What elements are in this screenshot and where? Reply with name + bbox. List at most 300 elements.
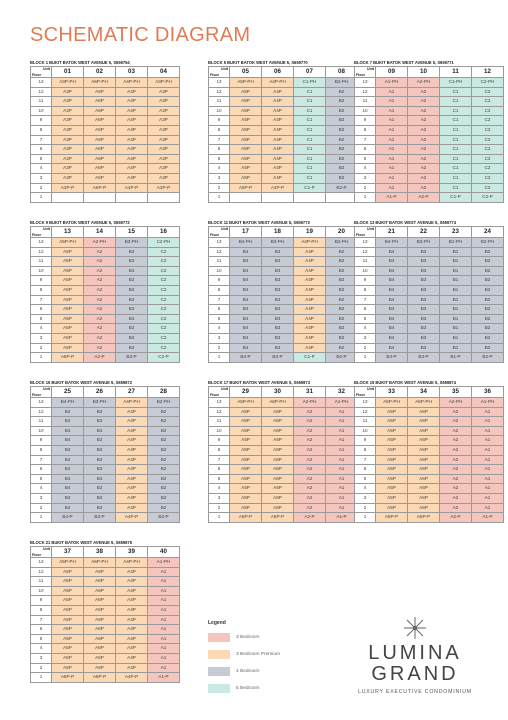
unit-cell: B4 — [376, 295, 408, 305]
corner-unit-label: Unit — [367, 227, 374, 231]
unit-cell: A5P — [230, 474, 262, 484]
unit-cell: C2 — [472, 145, 504, 155]
table-row — [355, 266, 504, 276]
unit-number-header: 08 — [326, 67, 358, 78]
unit-cell: A1-PH — [472, 398, 504, 408]
floor-number: 8 — [31, 285, 52, 295]
unit-cell: A1 — [148, 644, 180, 654]
unit-cell: A4P — [294, 333, 326, 343]
unit-cell: B4 — [52, 474, 84, 484]
unit-cell: A2 — [84, 247, 116, 257]
unit-cell: A2 — [84, 343, 116, 353]
unit-cell: B2-P — [472, 353, 504, 363]
unit-cell: A5P-PH — [230, 398, 262, 408]
unit-cell: A5P — [376, 407, 408, 417]
unit-cell: B3 — [84, 503, 116, 513]
floor-number: 12 — [355, 407, 376, 417]
unit-cell: A4P — [116, 426, 148, 436]
unit-cell: C2 — [472, 173, 504, 183]
unit-number-header: 24 — [472, 227, 504, 238]
unit-cell: A1 — [326, 465, 358, 475]
unit-cell: A2-PH — [408, 78, 440, 88]
unit-cell: A5P — [52, 596, 84, 606]
floor-number: 4 — [31, 644, 52, 654]
floor-number: 2 — [31, 503, 52, 513]
unit-cell: B2 — [326, 305, 358, 315]
unit-cell — [84, 193, 116, 203]
unit-cell: A2 — [84, 285, 116, 295]
unit-cell: A6P — [84, 164, 116, 174]
floor-number: 1 — [355, 193, 376, 203]
table-row — [355, 257, 504, 267]
unit-cell: B2 — [326, 154, 358, 164]
unit-cell: B4 — [52, 417, 84, 427]
floor-number: 8 — [209, 125, 230, 135]
unit-number-header: 20 — [326, 227, 358, 238]
table-row — [209, 343, 358, 353]
floor-number: 11 — [355, 257, 376, 267]
table-row — [31, 596, 180, 606]
unit-cell: A2 — [84, 295, 116, 305]
unit-cell: A2 — [408, 125, 440, 135]
unit-cell: B2 — [326, 295, 358, 305]
unit-cell: A4P — [116, 663, 148, 673]
unit-cell: A4P — [116, 87, 148, 97]
unit-cell: A4P — [262, 97, 294, 107]
unit-cell: A3P — [148, 173, 180, 183]
floor-number: 8 — [209, 285, 230, 295]
unit-number-header: 16 — [148, 227, 180, 238]
unit-cell: A2 — [440, 436, 472, 446]
unit-cell: C1-PH — [440, 78, 472, 88]
floor-number: 6 — [209, 145, 230, 155]
unit-cell: A5P — [52, 653, 84, 663]
unit-cell: C2 — [148, 295, 180, 305]
unit-cell: B3 — [262, 257, 294, 267]
unit-cell: A1 — [326, 436, 358, 446]
unit-cell: A4P — [262, 173, 294, 183]
floor-number: 11 — [31, 257, 52, 267]
floor-number: 7 — [31, 455, 52, 465]
unit-cell: A5P-PH — [230, 78, 262, 88]
floor-number: 6 — [355, 145, 376, 155]
unit-number-header: 19 — [294, 227, 326, 238]
block-7 — [208, 380, 358, 523]
unit-cell: C2-PH — [472, 78, 504, 88]
block-title: BLOCK 17 BUKIT BATOK WEST AVENUE 5, S659873 — [208, 380, 310, 385]
unit-number-header: 23 — [440, 227, 472, 238]
floor-number: 9 — [31, 596, 52, 606]
unit-cell: A2 — [84, 324, 116, 334]
floor-number: 13 — [355, 398, 376, 408]
unit-cell: B4-PH — [52, 398, 84, 408]
unit-cell: A1 — [148, 653, 180, 663]
unit-cell: C1 — [294, 116, 326, 126]
table-row — [31, 125, 180, 135]
unit-cell: C1-P — [294, 353, 326, 363]
unit-cell: A1 — [472, 503, 504, 513]
unit-cell: B2-P — [326, 183, 358, 193]
unit-cell: B4 — [376, 257, 408, 267]
unit-cell: A3P-P — [148, 183, 180, 193]
unit-cell: A2 — [408, 106, 440, 116]
unit-cell: C2 — [472, 164, 504, 174]
unit-cell: B3 — [84, 426, 116, 436]
table-row — [355, 436, 504, 446]
unit-number-header: 38 — [84, 547, 116, 558]
unit-cell: A4P — [294, 266, 326, 276]
table-row — [209, 87, 358, 97]
unit-cell: C2 — [148, 314, 180, 324]
unit-number-header: 11 — [440, 67, 472, 78]
unit-cell: A2-P — [408, 193, 440, 203]
unit-cell: A5P — [52, 605, 84, 615]
floor-number: 1 — [355, 353, 376, 363]
unit-cell: A4P — [116, 474, 148, 484]
unit-cell: A4P — [116, 644, 148, 654]
unit-cell: A5P — [376, 426, 408, 436]
unit-cell: A1-PH — [148, 558, 180, 568]
unit-cell: A5P — [52, 314, 84, 324]
unit-cell: A5P — [230, 445, 262, 455]
unit-cell: A6P — [262, 426, 294, 436]
floor-number: 9 — [209, 116, 230, 126]
unit-cell: A3P — [148, 145, 180, 155]
unit-cell: B3 — [116, 343, 148, 353]
floor-unit-corner — [31, 547, 52, 558]
unit-cell: A5P — [230, 116, 262, 126]
unit-cell: B2 — [472, 343, 504, 353]
unit-cell: A5P-PH — [376, 398, 408, 408]
unit-cell: A6P-PH — [262, 398, 294, 408]
unit-cell: A2 — [294, 426, 326, 436]
floor-number: 7 — [31, 135, 52, 145]
unit-cell: A2 — [408, 164, 440, 174]
unit-cell: B2 — [326, 97, 358, 107]
unit-cell: C1 — [440, 154, 472, 164]
unit-cell: A5P — [52, 247, 84, 257]
unit-cell: A4P — [262, 154, 294, 164]
unit-cell: B3 — [262, 285, 294, 295]
table-row — [209, 436, 358, 446]
unit-cell: C2-PH — [148, 238, 180, 248]
floor-number: 11 — [31, 577, 52, 587]
unit-cell: A4P — [116, 653, 148, 663]
unit-cell: B2 — [472, 305, 504, 315]
unit-cell: B3 — [408, 257, 440, 267]
unit-cell: C1 — [294, 106, 326, 116]
unit-cell: A6P — [408, 474, 440, 484]
floor-number: 9 — [209, 276, 230, 286]
floor-number: 2 — [209, 503, 230, 513]
unit-number-header: 36 — [472, 387, 504, 398]
unit-cell: A5P — [230, 154, 262, 164]
unit-cell: A1-P — [376, 193, 408, 203]
unit-number-header: 33 — [376, 387, 408, 398]
unit-cell: A6P — [408, 436, 440, 446]
unit-cell: A2 — [440, 445, 472, 455]
unit-cell: B4 — [376, 333, 408, 343]
unit-cell: B2-PH — [472, 238, 504, 248]
unit-cell: C2 — [472, 97, 504, 107]
floor-number: 6 — [31, 145, 52, 155]
unit-cell: A4P — [116, 417, 148, 427]
unit-cell: A2 — [294, 493, 326, 503]
unit-cell: A1 — [472, 484, 504, 494]
block-0 — [30, 60, 180, 203]
table-row — [209, 238, 358, 248]
unit-table — [208, 66, 358, 203]
unit-cell: B2 — [326, 276, 358, 286]
unit-cell: A5P — [52, 343, 84, 353]
floor-number: 11 — [355, 97, 376, 107]
corner-floor-label: Floor — [356, 73, 365, 77]
unit-cell: A2 — [294, 474, 326, 484]
unit-cell: B2-P — [148, 513, 180, 523]
unit-cell: A4P-P — [116, 513, 148, 523]
unit-cell: C2 — [148, 266, 180, 276]
table-row — [31, 605, 180, 615]
unit-cell: A5P — [230, 493, 262, 503]
unit-cell: A3P — [52, 145, 84, 155]
unit-cell: A1-P — [326, 513, 358, 523]
floor-number: 9 — [31, 436, 52, 446]
unit-cell: A3P — [52, 173, 84, 183]
floor-number: 5 — [209, 154, 230, 164]
table-header-row — [209, 387, 358, 398]
unit-number-header: 04 — [148, 67, 180, 78]
unit-cell: B2 — [148, 455, 180, 465]
table-row — [355, 164, 504, 174]
unit-cell: A5P — [230, 503, 262, 513]
unit-cell: A5P — [376, 484, 408, 494]
table-header-row — [31, 67, 180, 78]
unit-cell: A6P — [84, 653, 116, 663]
unit-cell: A5P-PH — [52, 238, 84, 248]
unit-cell: A2 — [440, 455, 472, 465]
floor-number: 4 — [355, 164, 376, 174]
unit-cell: B4 — [376, 324, 408, 334]
unit-number-header: 39 — [116, 547, 148, 558]
unit-cell: B3-PH — [262, 238, 294, 248]
unit-cell: B2 — [472, 314, 504, 324]
unit-cell: A6P-PH — [84, 558, 116, 568]
table-row — [31, 97, 180, 107]
unit-cell: A5P — [376, 455, 408, 465]
unit-cell: B4 — [52, 407, 84, 417]
unit-cell: C1 — [440, 173, 472, 183]
unit-cell: A1 — [472, 445, 504, 455]
unit-cell: A2 — [440, 465, 472, 475]
unit-cell: B4 — [376, 305, 408, 315]
unit-cell: A1 — [472, 407, 504, 417]
floor-number: 13 — [31, 78, 52, 88]
floor-number: 5 — [31, 474, 52, 484]
unit-cell: A2-P — [294, 513, 326, 523]
unit-cell: B2 — [326, 266, 358, 276]
table-row — [209, 78, 358, 88]
legend — [208, 620, 328, 700]
unit-cell: B1 — [440, 247, 472, 257]
unit-cell: B4 — [52, 436, 84, 446]
unit-cell: A6P — [262, 445, 294, 455]
unit-cell: A4P-PH — [262, 78, 294, 88]
unit-cell — [262, 193, 294, 203]
table-row — [355, 324, 504, 334]
unit-cell: A1 — [326, 455, 358, 465]
table-row — [31, 257, 180, 267]
unit-cell: A2 — [294, 503, 326, 513]
floor-number: 3 — [209, 173, 230, 183]
unit-number-header: 37 — [52, 547, 84, 558]
table-header-row — [355, 387, 504, 398]
unit-cell: A4P — [116, 625, 148, 635]
page-title: SCHEMATIC DIAGRAM — [30, 24, 251, 46]
unit-cell: A4P — [116, 445, 148, 455]
block-title: BLOCK 7 BUKIT BATOK WEST AVENUE 5, S659771 — [354, 60, 454, 65]
table-row — [209, 407, 358, 417]
unit-cell: A2 — [408, 183, 440, 193]
table-row — [355, 106, 504, 116]
table-row — [209, 465, 358, 475]
unit-cell: C1 — [294, 145, 326, 155]
unit-cell: A6P — [84, 644, 116, 654]
legend-swatch — [208, 650, 230, 659]
unit-cell — [294, 193, 326, 203]
table-row — [355, 407, 504, 417]
unit-cell: A4P — [116, 634, 148, 644]
floor-number: 11 — [31, 97, 52, 107]
legend-label: 5 Bedroom — [236, 685, 260, 691]
floor-number: 10 — [209, 266, 230, 276]
unit-cell: A4P — [116, 125, 148, 135]
unit-cell: A4P-P — [262, 183, 294, 193]
unit-cell: B2-PH — [326, 238, 358, 248]
unit-cell: C1 — [440, 135, 472, 145]
block-5 — [354, 220, 504, 363]
corner-unit-label: Unit — [221, 227, 228, 231]
unit-cell: B1-P — [440, 353, 472, 363]
floor-number: 4 — [355, 324, 376, 334]
unit-cell: A4P — [294, 314, 326, 324]
block-title: BLOCK 15 BUKIT BATOK WEST AVENUE 5, S659872 — [30, 380, 132, 385]
unit-cell: A2 — [440, 493, 472, 503]
table-row — [355, 173, 504, 183]
table-row — [31, 586, 180, 596]
corner-floor-label: Floor — [356, 393, 365, 397]
floor-number: 7 — [355, 135, 376, 145]
floor-number: 6 — [209, 465, 230, 475]
unit-number-header: 40 — [148, 547, 180, 558]
corner-floor-label: Floor — [32, 73, 41, 77]
table-row — [209, 474, 358, 484]
unit-cell: A1 — [472, 426, 504, 436]
block-8 — [354, 380, 504, 523]
unit-cell — [116, 193, 148, 203]
unit-cell: A1 — [376, 97, 408, 107]
floor-unit-corner — [209, 387, 230, 398]
unit-cell: A3P — [52, 116, 84, 126]
unit-cell: B3 — [408, 295, 440, 305]
floor-number: 1 — [209, 513, 230, 523]
unit-cell: A1 — [472, 455, 504, 465]
unit-cell: A4P — [116, 586, 148, 596]
unit-cell: A4P — [294, 343, 326, 353]
unit-cell: A5P — [52, 295, 84, 305]
table-row — [31, 474, 180, 484]
table-header-row — [31, 387, 180, 398]
table-row — [209, 295, 358, 305]
table-header-row — [209, 227, 358, 238]
unit-cell: C2 — [148, 343, 180, 353]
floor-unit-corner — [209, 227, 230, 238]
floor-unit-corner — [31, 227, 52, 238]
table-header-row — [355, 67, 504, 78]
unit-cell: A3P — [148, 125, 180, 135]
table-row — [209, 513, 358, 523]
floor-number: 5 — [355, 154, 376, 164]
unit-number-header: 26 — [84, 387, 116, 398]
unit-cell: A4P — [116, 135, 148, 145]
unit-cell: A1 — [148, 586, 180, 596]
table-row — [31, 417, 180, 427]
unit-cell: A4P — [116, 567, 148, 577]
unit-cell: C1 — [294, 87, 326, 97]
floor-number: 4 — [209, 324, 230, 334]
unit-cell: A4P — [116, 407, 148, 417]
unit-cell: A2 — [408, 173, 440, 183]
table-row — [355, 465, 504, 475]
floor-number: 12 — [31, 407, 52, 417]
unit-cell: B2 — [148, 436, 180, 446]
floor-number: 6 — [31, 625, 52, 635]
unit-number-header: 17 — [230, 227, 262, 238]
unit-cell: A5P — [52, 266, 84, 276]
unit-cell: A4P — [294, 257, 326, 267]
unit-cell: A1 — [472, 436, 504, 446]
unit-cell: A5P — [52, 257, 84, 267]
floor-number: 13 — [31, 398, 52, 408]
unit-cell: B3 — [408, 314, 440, 324]
unit-cell: A4P — [262, 135, 294, 145]
unit-cell: C1 — [294, 97, 326, 107]
floor-number: 1 — [31, 193, 52, 203]
unit-number-header: 10 — [408, 67, 440, 78]
table-row — [31, 238, 180, 248]
unit-cell: A3P — [148, 87, 180, 97]
unit-cell: A1 — [326, 484, 358, 494]
unit-cell: B1 — [440, 333, 472, 343]
unit-cell: A6P — [262, 407, 294, 417]
unit-cell: A1-P — [472, 513, 504, 523]
unit-cell: C1 — [440, 145, 472, 155]
unit-cell: A6P — [84, 567, 116, 577]
unit-cell: B2 — [326, 106, 358, 116]
unit-cell: A5P — [52, 586, 84, 596]
table-row — [31, 503, 180, 513]
unit-cell: A2 — [408, 135, 440, 145]
unit-cell: A2 — [408, 116, 440, 126]
floor-number: 6 — [31, 465, 52, 475]
unit-cell: A1 — [376, 154, 408, 164]
floor-unit-corner — [355, 227, 376, 238]
floor-number: 1 — [31, 353, 52, 363]
unit-cell: A6P — [408, 465, 440, 475]
unit-cell: A6P — [84, 615, 116, 625]
unit-cell: A6P — [262, 465, 294, 475]
unit-cell: A2 — [440, 474, 472, 484]
table-row — [31, 324, 180, 334]
